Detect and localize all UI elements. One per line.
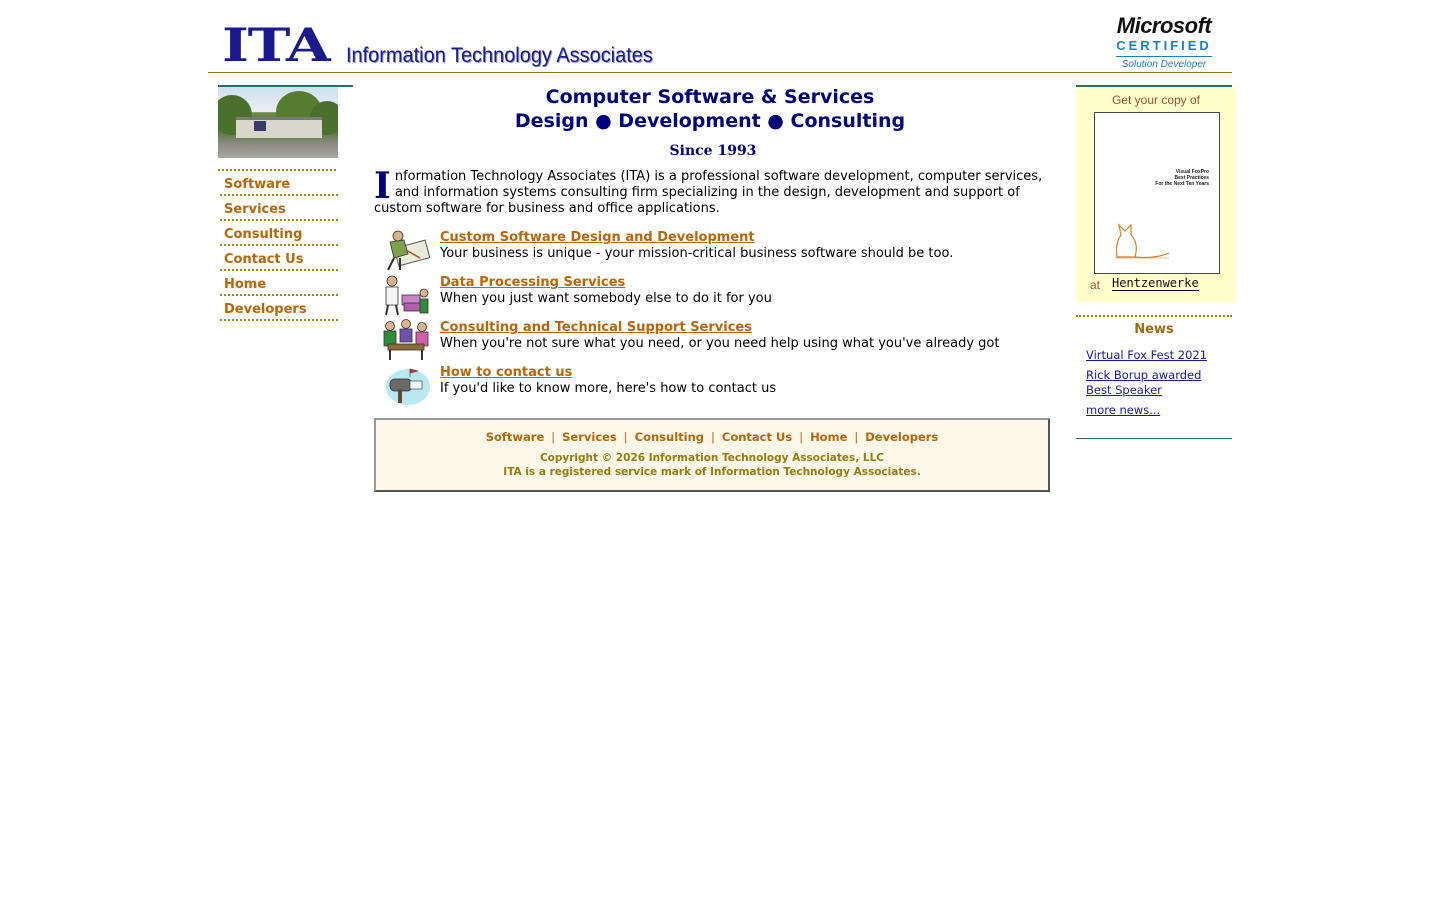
- service-desc-contact: If you'd like to know more, here's how to contact us: [440, 381, 777, 396]
- sidebar-item-home: [220, 271, 338, 296]
- logo-tagline: Information Technology Associates: [346, 44, 653, 67]
- sidebar-nav: [218, 169, 338, 321]
- publisher-logo: Hentzenwerke: [1112, 276, 1199, 290]
- service-link-consulting[interactable]: Consulting and Technical Support Services: [440, 320, 752, 335]
- ms-divider: [1116, 56, 1212, 57]
- service-desc-custom-software: Your business is unique - your mission-critical business software should be too.: [440, 246, 954, 261]
- sidebar-link-services[interactable]: Services: [224, 202, 286, 217]
- data-processing-icon: [380, 273, 432, 317]
- news-item-more[interactable]: more news...: [1086, 403, 1161, 417]
- sidebar-link-consulting[interactable]: Consulting: [224, 227, 303, 242]
- footer-link-software[interactable]: Software: [485, 430, 545, 444]
- mailbox-icon: [380, 363, 432, 407]
- sidebar-link-developers[interactable]: Developers: [224, 302, 307, 317]
- footer-separator: |: [623, 430, 628, 444]
- footer-box: [374, 418, 1050, 492]
- footer-link-home[interactable]: Home: [810, 430, 848, 444]
- news-divider: [1076, 315, 1232, 317]
- footer-link-services[interactable]: Services: [562, 430, 617, 444]
- book-promo-title: Get your copy of: [1111, 93, 1201, 107]
- sidebar-item-consulting: [220, 221, 338, 246]
- footer-separator: |: [551, 430, 556, 444]
- ms-certified-label: CERTIFIED: [1116, 38, 1212, 53]
- page-title-line2: Design ● Development ● Consulting: [514, 110, 906, 132]
- footer-link-contact-us[interactable]: Contact Us: [721, 430, 793, 444]
- copyright-text: Copyright © 2026 Information Technology Associates, LLC: [539, 452, 885, 464]
- book-cover-title: Visual FoxPro Best Practices For the Next Ten Years: [1155, 169, 1209, 187]
- consulting-icon: [380, 318, 432, 362]
- news-bottom-rule: [1076, 438, 1232, 439]
- footer-legal: [376, 451, 1048, 479]
- fox-logo-icon: [1111, 213, 1171, 263]
- trademark-text: ITA is a registered service mark of Information Technology Associates.: [503, 466, 921, 478]
- service-consulting: [374, 318, 1052, 363]
- service-link-contact[interactable]: How to contact us: [440, 365, 573, 380]
- sidebar-item-contact-us: [220, 246, 338, 271]
- footer-separator: |: [854, 430, 859, 444]
- news-list: [1086, 348, 1232, 418]
- since-year: Since 1993: [669, 143, 757, 159]
- intro-text: nformation Technology Associates (ITA) is a professional software development, computer services, and information systems consulting firm specializing in the design, development and support of custom software for business and office applications.: [374, 169, 1043, 216]
- ms-subtitle: Solution Developer: [1121, 59, 1207, 70]
- service-data-processing: [374, 273, 1052, 318]
- news-panel: [1076, 315, 1232, 418]
- site-header: [208, 0, 1232, 73]
- sidebar-item-software: [220, 171, 338, 196]
- sidebar-link-contact-us[interactable]: Contact Us: [224, 252, 304, 267]
- footer-link-consulting[interactable]: Consulting: [634, 430, 705, 444]
- logo-ita-text: ITA: [222, 18, 330, 72]
- footer-link-developers[interactable]: Developers: [865, 430, 939, 444]
- footer-separator: |: [711, 430, 715, 444]
- service-contact: [374, 363, 1052, 408]
- ms-wordmark: Microsoft: [1116, 13, 1212, 38]
- designer-icon: [380, 228, 432, 272]
- page-title-line1: Computer Software & Services: [545, 86, 875, 108]
- service-desc-data-processing: When you just want somebody else to do it for you: [440, 291, 772, 306]
- footer-separator: |: [799, 430, 804, 444]
- book-promo[interactable]: [1076, 87, 1236, 302]
- service-custom-software: [374, 228, 1052, 273]
- news-heading: News: [1134, 322, 1174, 337]
- service-link-custom-software[interactable]: Custom Software Design and Development: [440, 230, 755, 245]
- footer-nav: [376, 430, 1048, 444]
- news-item-best-speaker[interactable]: Rick Borup awarded Best Speaker: [1086, 368, 1202, 397]
- main-content: [374, 85, 1052, 478]
- book-cover: [1094, 112, 1220, 274]
- microsoft-certified-badge: [1104, 14, 1224, 71]
- sidebar-item-developers: [220, 296, 338, 321]
- news-item-virtual-fox-fest[interactable]: Virtual Fox Fest 2021: [1086, 348, 1208, 362]
- service-link-data-processing[interactable]: Data Processing Services: [440, 275, 626, 290]
- office-building-photo: [218, 87, 338, 158]
- book-promo-at: at: [1090, 278, 1101, 292]
- intro-dropcap: I: [374, 165, 391, 207]
- sidebar-link-software[interactable]: Software: [224, 177, 291, 192]
- sidebar-item-services: [220, 196, 338, 221]
- right-sidebar: [1076, 85, 1232, 417]
- service-desc-consulting: When you're not sure what you need, or you need help using what you've already got: [440, 336, 1000, 351]
- intro-paragraph: [374, 165, 1052, 217]
- sidebar-link-home[interactable]: Home: [224, 277, 267, 292]
